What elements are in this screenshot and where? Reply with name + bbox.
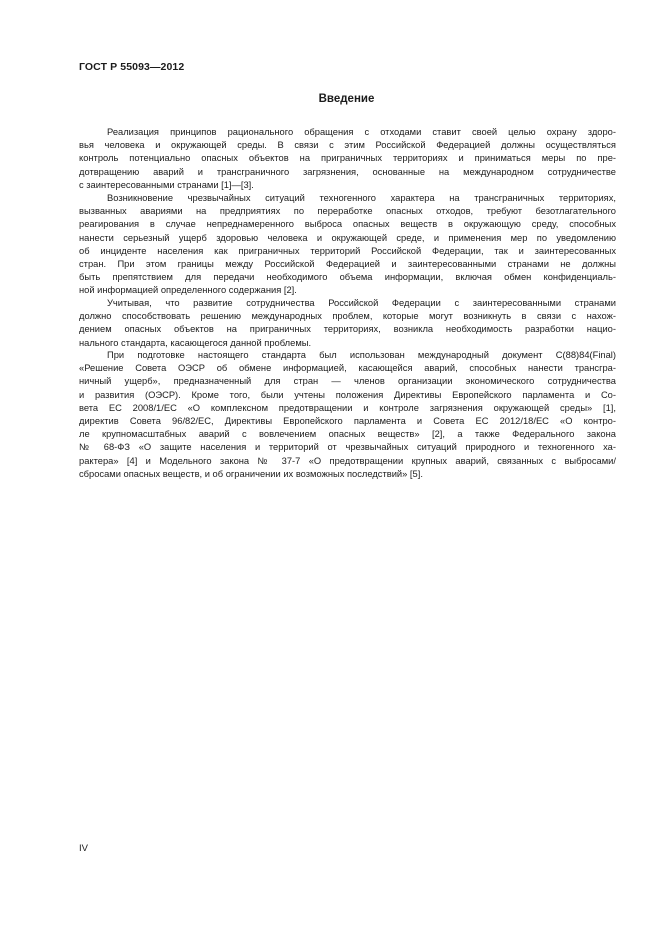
section-title: Введение <box>318 93 375 105</box>
standard-code-header: ГОСТ Р 55093—2012 <box>79 61 185 73</box>
paragraph-line: должно способствовать решению международных проблем, которые могут возникнуть в связи с нахож- <box>79 311 616 322</box>
paragraph-line: дотвращению аварий и трансграничного загрязнения, основанные на международном сотрудничестве <box>79 166 616 177</box>
paragraph-line: Учитывая, что развитие сотрудничества Российской Федерации с заинтересованными странами <box>107 298 616 308</box>
paragraph-1 <box>79 126 616 192</box>
page-number: IV <box>79 843 88 854</box>
paragraph-line: вья человека и окружающей среды. В связи с этим Российской Федерацией должны осуществляться <box>79 140 616 151</box>
paragraph-line: При подготовке настоящего стандарта был использован международный документ C(88)84(Final) <box>107 350 616 360</box>
paragraph-line: № 68-ФЗ «О защите населения и территорий от чрезвычайных ситуаций природного и техногенного ха- <box>79 442 616 453</box>
paragraph-line: Реализация принципов рационального обращения с отходами ставит своей целью охрану здоро- <box>107 127 616 137</box>
paragraph-line: Возникновение чрезвычайных ситуаций техногенного характера на трансграничных территориях, <box>107 193 616 203</box>
paragraph-line: быть препятствием для передачи необходимого объема информации, включая обмен конфиденциаль- <box>79 272 616 283</box>
paragraph-line: и развития (ОЭСР). Кроме того, были учтены положения Директивы Европейского парламента и Со- <box>79 389 616 400</box>
paragraph-line: вызванных авариями на предприятиях по переработке опасных отходов, требуют безотлагательного <box>79 206 616 217</box>
paragraph-line: об инциденте населения как приграничных территорий Российской Федерации, так и заинтересованных <box>79 245 616 256</box>
paragraph-line: нанести серьезный ущерб здоровью человека и окружающей среде, и применения мер по уведомлению <box>79 232 616 243</box>
paragraph-2 <box>79 192 616 298</box>
paragraph-line: стран. При этом границы между Российской Федерацией и заинтересованными странами не должны <box>79 258 616 269</box>
paragraph-line: ничный ущерб», предназначенный для стран — членов организации экономического сотрудничества <box>79 376 616 387</box>
paragraph-line: ной информацией определенного содержания [2]. <box>79 285 297 296</box>
paragraph-line: дением опасных объектов на приграничных территориях, возникла необходимость разработки нацио- <box>79 324 616 335</box>
paragraph-line: реагирования в случае непреднамеренного выброса опасных веществ в окружающую среду, способных <box>79 219 616 230</box>
paragraph-line: с заинтересованными странами [1]—[3]. <box>79 179 254 190</box>
paragraph-line: директив Совета 96/82/ЕС, Директивы Европейского парламента и Совета ЕС 2012/18/ЕС «О контро- <box>79 415 616 426</box>
paragraph-line: ле крупномасштабных аварий с вовлечением опасных веществ» [2], а также Федерального закона <box>79 429 616 440</box>
paragraph-line: нального стандарта, касающегося данной проблемы. <box>79 337 312 348</box>
paragraph-line: контроль потенциально опасных объектов на приграничных территориях и приниматься меры по пре- <box>79 153 616 164</box>
paragraph-line: сбросами опасных веществ, и об ограничении их возможных последствий» [5]. <box>79 468 423 479</box>
paragraph-line: рактера» [4] и Модельного закона № 37-7 «О предотвращении крупных аварий, связанных с выбросами/ <box>79 455 616 466</box>
paragraph-4 <box>79 349 616 481</box>
paragraph-3 <box>79 297 616 350</box>
paragraph-line: «Решение Совета ОЭСР об обмене информацией, касающейся аварий, способных нанести трансгра- <box>79 363 616 374</box>
paragraph-line: вета ЕС 2008/1/ЕС «О комплексном предотвращении и контроле загрязнения окружающей среды» [1], <box>79 402 616 413</box>
